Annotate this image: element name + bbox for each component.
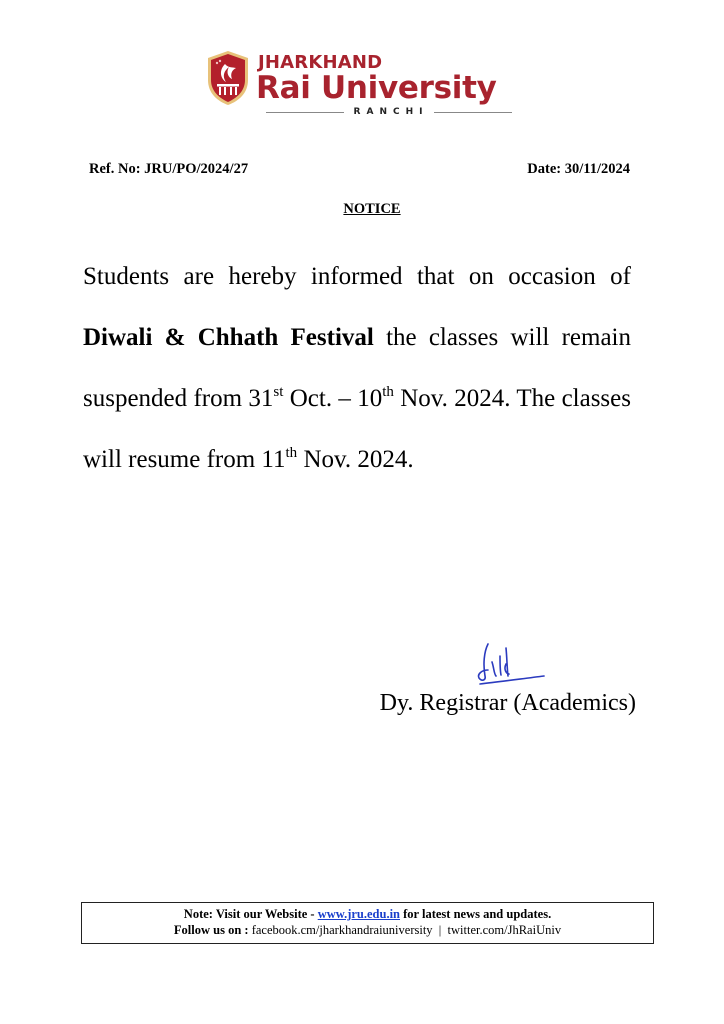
logo-ranchi-row	[266, 106, 512, 118]
body-text-3: Oct. – 10	[283, 385, 383, 412]
logo-line-rai-university: Rai University	[256, 70, 497, 106]
footer-note-suffix: for latest news and updates.	[400, 907, 552, 921]
body-text-2: the classes will remain suspended from 31	[83, 324, 631, 412]
superscript-th: th	[382, 384, 394, 400]
website-link[interactable]: www.jru.edu.in	[317, 907, 401, 921]
shield-torch-emblem-icon	[206, 50, 250, 106]
footer-note-box	[81, 902, 654, 944]
body-text-4: Nov. 2024. The classes will resume from 11	[83, 385, 631, 473]
university-logo	[198, 44, 528, 126]
logo-divider-left	[266, 112, 344, 113]
notice-date: Date: 30/11/2024	[527, 161, 630, 177]
logo-line-ranchi: RANCHI	[353, 107, 429, 117]
superscript-st: st	[273, 384, 284, 400]
reference-number: Ref. No: JRU/PO/2024/27	[89, 161, 249, 177]
body-text-5: Nov. 2024.	[297, 446, 414, 473]
follow-label: Follow us on :	[173, 923, 252, 937]
handwritten-signature-icon	[474, 638, 548, 690]
notice-body	[83, 246, 631, 490]
signatory-title: Dy. Registrar (Academics)	[379, 690, 636, 716]
body-text-1: Students are hereby informed that on occasion of	[83, 263, 631, 290]
footer-note-prefix: Note: Visit our Website -	[183, 907, 318, 921]
logo-divider-right	[434, 112, 512, 113]
footer-line-1	[82, 906, 653, 922]
social-links: facebook.cm/jharkhandraiuniversity | twitter.com/JhRaiUniv	[251, 923, 562, 937]
festival-name: Diwali & Chhath Festival	[83, 324, 374, 351]
notice-title: NOTICE	[343, 201, 401, 217]
logo-line-jharkhand: JHARKHAND	[258, 52, 383, 73]
superscript-th-2: th	[285, 445, 298, 461]
footer-line-2	[82, 922, 653, 938]
